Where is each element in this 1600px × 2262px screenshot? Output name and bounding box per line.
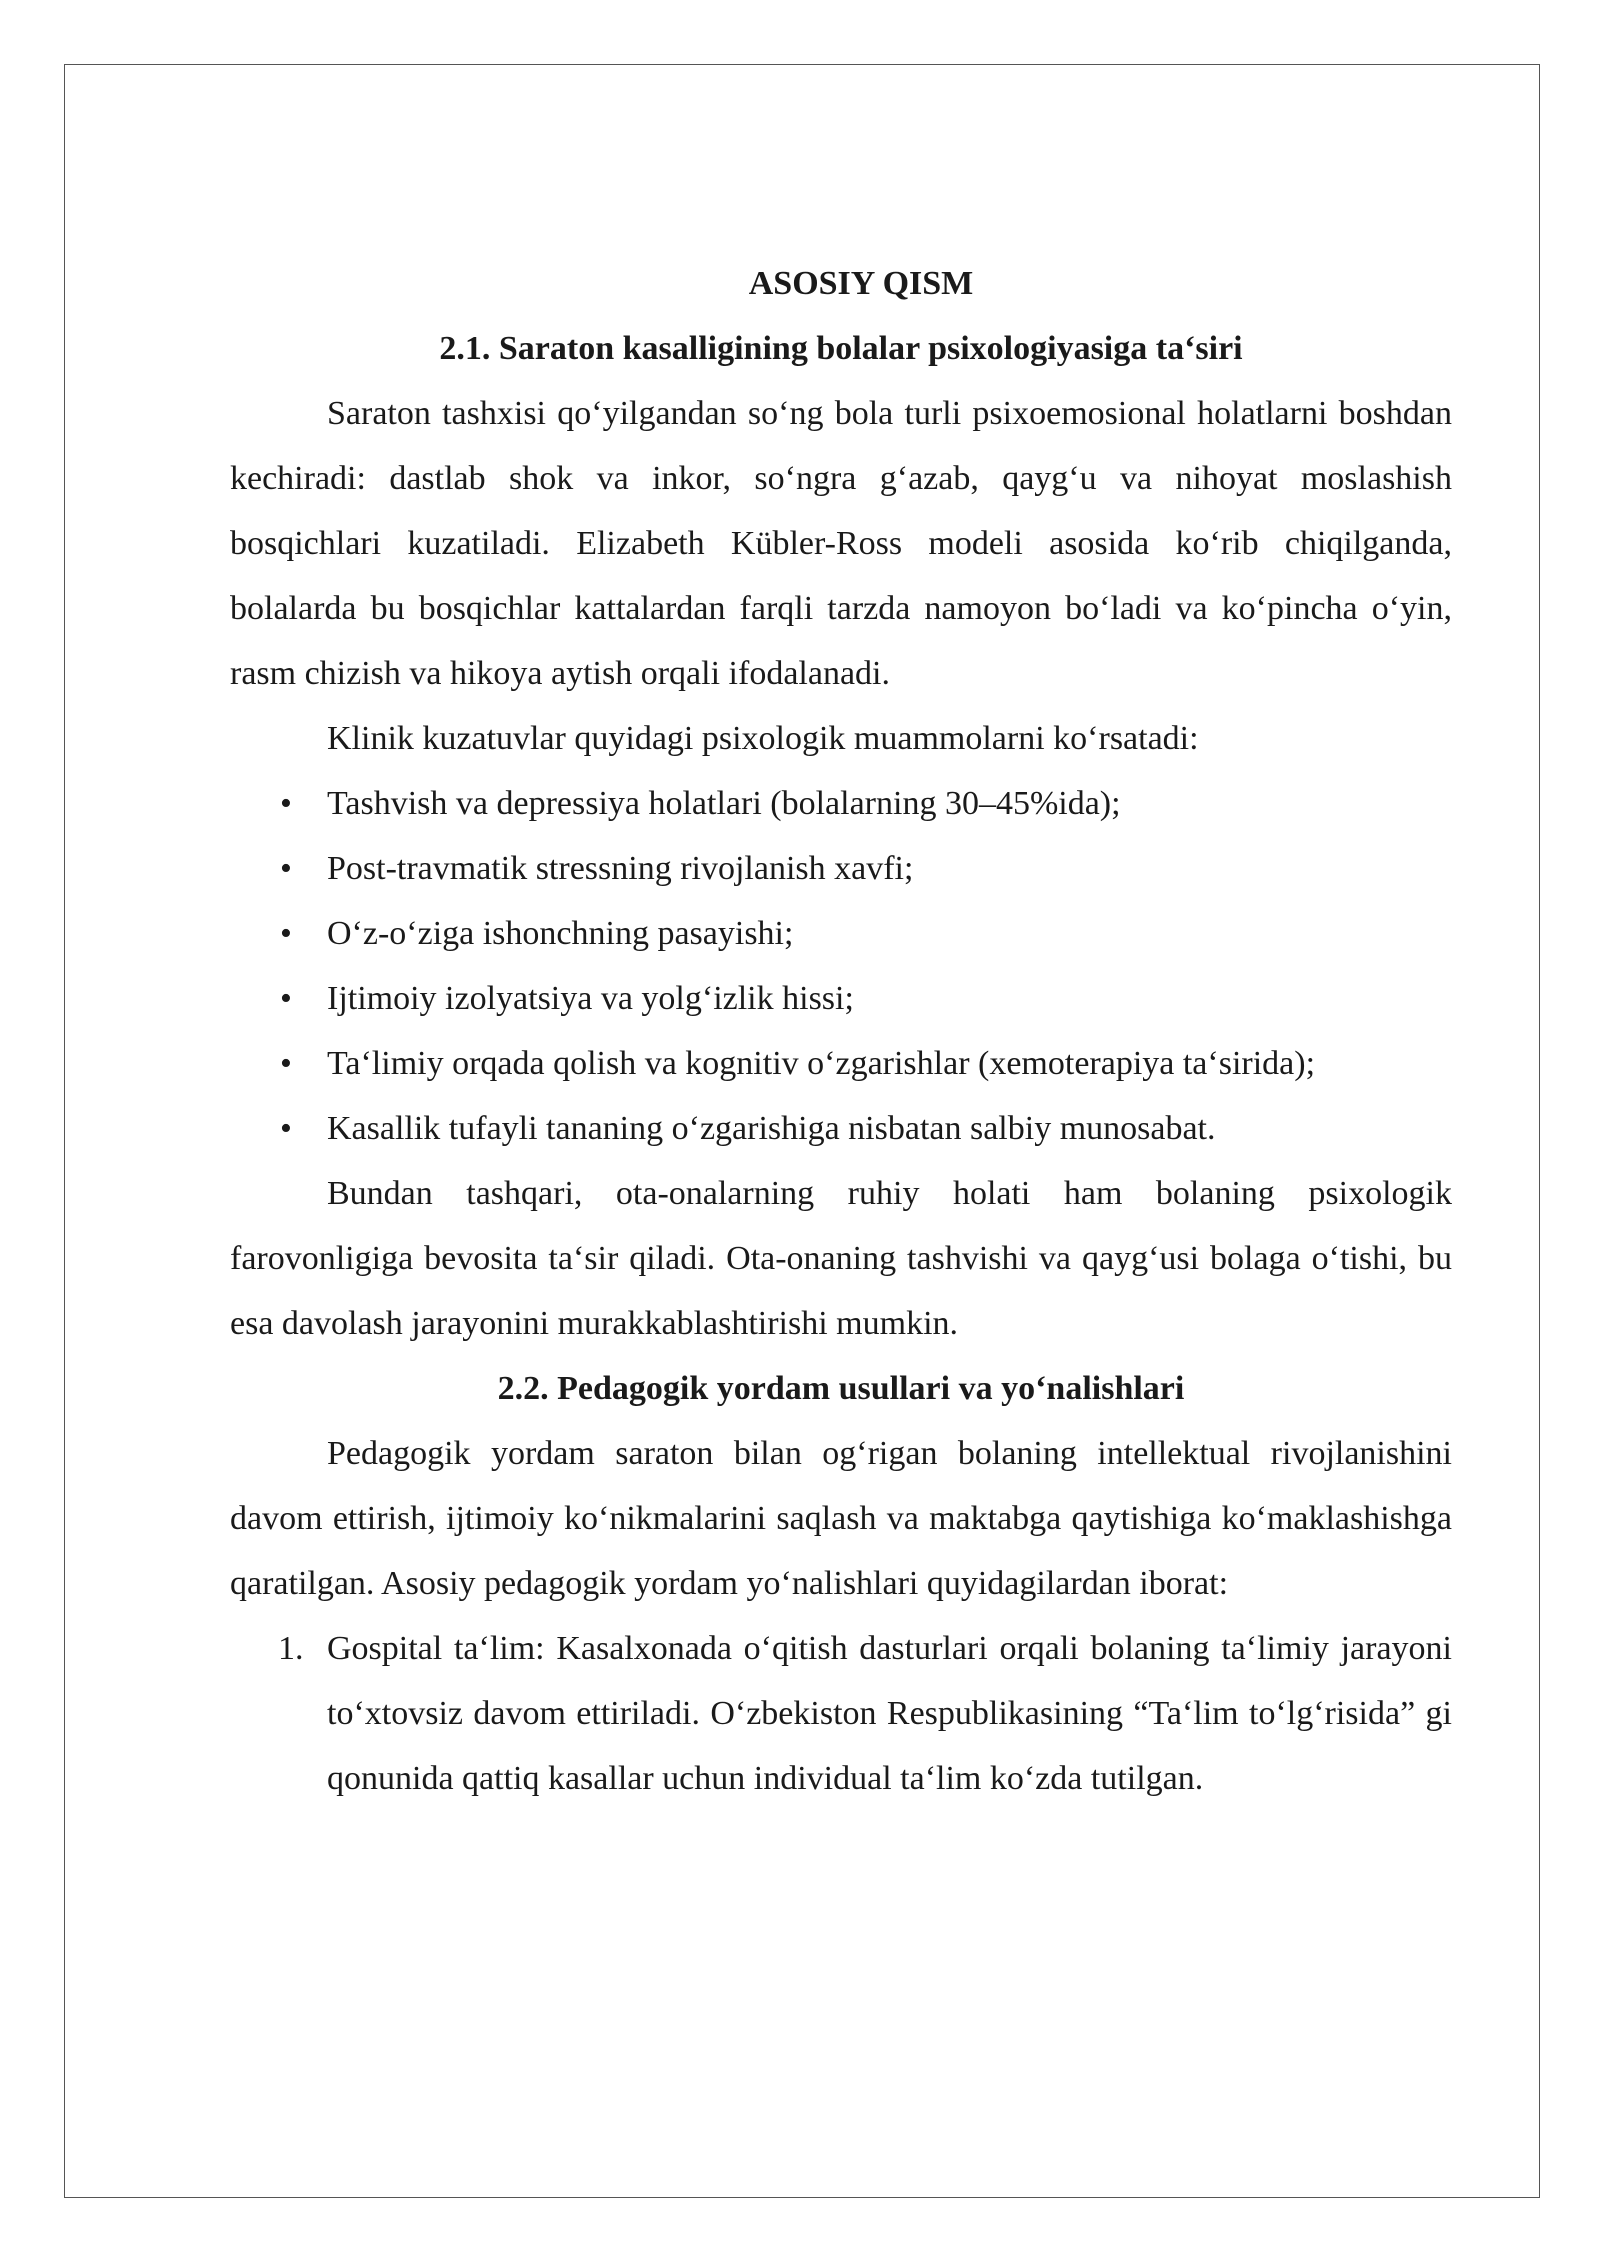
list-number: 1. <box>278 1630 304 1667</box>
list-item-text: Post-travmatik stressning rivojlanish xavfi; <box>327 850 914 887</box>
list-item <box>230 1031 1452 1096</box>
list-item <box>230 836 1452 901</box>
list-item <box>230 966 1452 1031</box>
bullet-icon: • <box>280 785 292 822</box>
bullet-icon: • <box>280 980 292 1017</box>
bullet-icon: • <box>280 1045 292 1082</box>
section-1-paragraph-2: Klinik kuzatuvlar quyidagi psixologik muammolarni ko‘rsatadi: <box>327 720 1199 757</box>
list-item <box>230 901 1452 966</box>
bullet-icon: • <box>280 915 292 952</box>
section-1-heading: 2.1. Saraton kasalligining bolalar psixologiyasiga ta‘siri <box>439 330 1243 367</box>
section-2-paragraph-1: Pedagogik yordam saraton bilan og‘rigan bolaning intellektual rivojlanishini davom ettirish, ijtimoiy ko‘nikmalarini saqlash va maktabga qaytishiga ko‘maklashishga qaratilgan. Asosiy pedagogik yordam yo‘nalishlari quyidagilardan iborat: <box>230 1435 1452 1602</box>
main-title: ASOSIY QISM <box>748 265 974 302</box>
section-2-heading: 2.2. Pedagogik yordam usullari va yo‘nalishlari <box>497 1370 1185 1407</box>
bullet-icon: • <box>280 1110 292 1147</box>
list-item <box>230 771 1452 836</box>
list-item-text: O‘z-o‘ziga ishonchning pasayishi; <box>327 915 794 952</box>
list-item-text: Ijtimoiy izolyatsiya va yolg‘izlik hissi; <box>327 980 854 1017</box>
list-item-text: Kasallik tufayli tananing o‘zgarishiga nisbatan salbiy munosabat. <box>327 1110 1216 1147</box>
document-body <box>230 251 1452 1811</box>
section-1-paragraph-1: Saraton tashxisi qo‘yilgandan so‘ng bola turli psixoemosional holatlarni boshdan kechiradi: dastlab shok va inkor, so‘ngra g‘azab, qayg‘u va nihoyat moslashish bosqichlari kuzatiladi. Elizabeth Kübler-Ross modeli asosida ko‘rib chiqilganda, bolalarda bu bosqichlar kattalardan farqli tarzda namoyon bo‘ladi va ko‘pincha o‘yin, rasm chizish va hikoya aytish orqali ifodalanadi. <box>230 395 1452 692</box>
section-1-paragraph-3: Bundan tashqari, ota-onalarning ruhiy holati ham bolaning psixologik farovonligiga bevosita ta‘sir qiladi. Ota-onaning tashvishi va qayg‘usi bolaga o‘tishi, bu esa davolash jarayonini murakkablashtirishi mumkin. <box>230 1175 1452 1342</box>
list-item-text: Ta‘limiy orqada qolish va kognitiv o‘zgarishlar (xemoterapiya ta‘sirida); <box>327 1045 1316 1082</box>
list-item <box>230 1096 1452 1161</box>
bullet-icon: • <box>280 850 292 887</box>
list-item-text: Gospital ta‘lim: Kasalxonada o‘qitish dasturlari orqali bolaning ta‘limiy jarayoni to‘xtovsiz davom ettiriladi. O‘zbekiston Respublikasining “Ta‘lim to‘lg‘risida” gi qonunida qattiq kasallar uchun individual ta‘lim ko‘zda tutilgan. <box>327 1630 1452 1797</box>
list-item <box>230 1616 1452 1811</box>
list-item-text: Tashvish va depressiya holatlari (bolalarning 30–45%ida); <box>327 785 1121 822</box>
symptoms-list <box>230 771 1452 1161</box>
support-directions-list <box>230 1616 1452 1811</box>
